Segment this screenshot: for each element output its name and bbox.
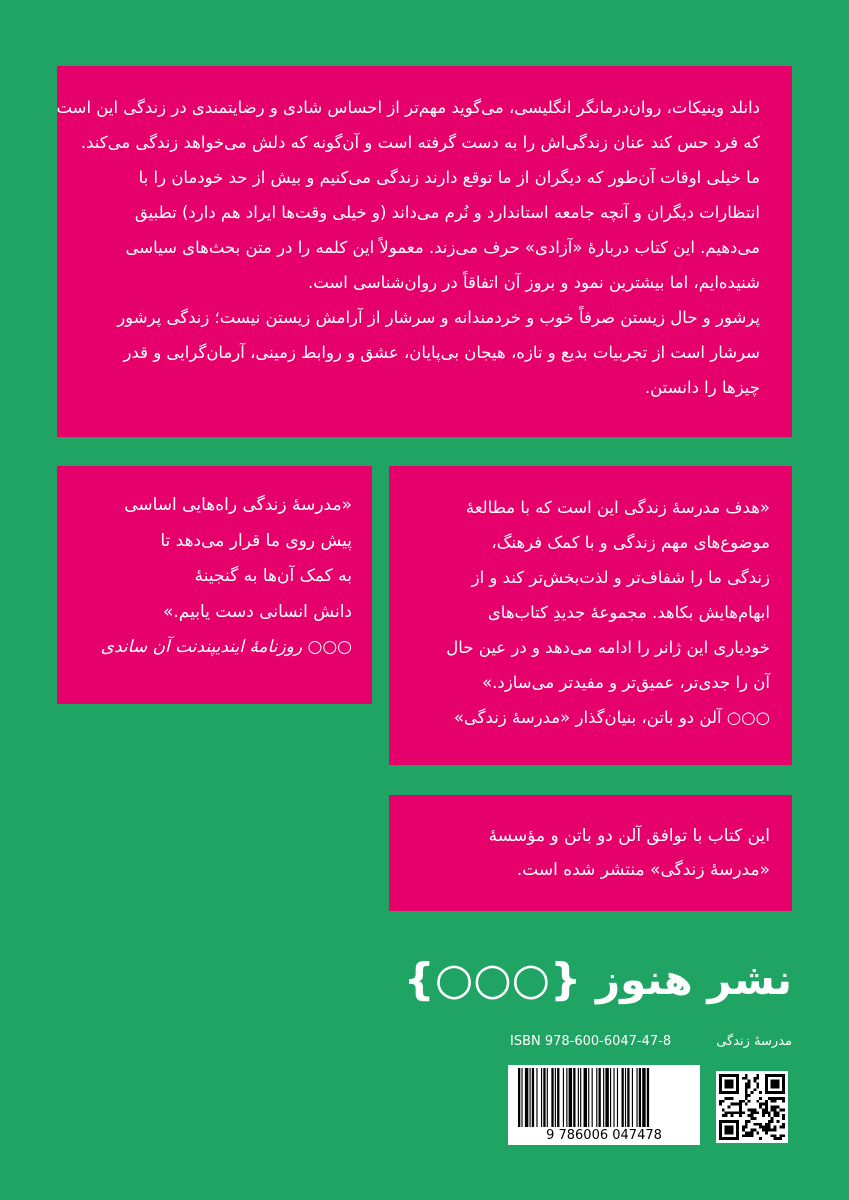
qr-module [762,1108,765,1111]
qr-module [771,1120,774,1123]
qr-module [776,1137,779,1140]
barcode-bar [525,1068,528,1127]
qr-module [759,1123,762,1126]
qr-module [753,1111,756,1114]
qr-module [730,1097,733,1100]
barcode-bar [622,1068,624,1127]
qr-module [748,1080,751,1083]
barcode-bar [563,1068,564,1127]
qr-module [739,1111,742,1114]
barcode-bar [578,1068,579,1127]
qr-module [733,1103,736,1106]
qr-module [762,1114,765,1117]
qr-module [753,1123,756,1126]
qr-module [742,1100,745,1103]
qr-module [771,1106,774,1109]
qr-module [771,1108,774,1111]
qr-module [751,1091,754,1094]
qr-module [728,1097,731,1100]
qr-module [722,1100,725,1103]
qr-module [759,1137,762,1140]
qr-module [779,1108,782,1111]
qr-module [774,1114,777,1117]
qr-module [759,1103,762,1106]
qr-module [739,1114,742,1117]
qr-module [753,1088,756,1091]
quote-attribution: ○○○ روزنامهٔ ایندیپندنت آن ساندی [100,637,352,657]
barcode-bar [541,1068,542,1127]
intro-line: دانلد وینیکات، روان‌درمانگر انگلیسی، می‌گوید مهم‌تر از احساس شادی و رضایتمندی در زندگی این است [56,98,760,117]
qr-module [742,1129,745,1132]
qr-module [725,1097,728,1100]
qr-module [762,1103,765,1106]
barcode-bar [555,1068,556,1127]
qr-module [771,1100,774,1103]
barcode-bar [566,1068,567,1127]
barcode-bar [584,1068,587,1127]
intro-line: می‌دهیم. این کتاب دربارهٔ «آزادی» حرف می‌زند. معمولاً این کلمه را در متن بحث‌های سیاسی [125,238,760,257]
barcode-bar [532,1068,534,1127]
barcode-bar [647,1068,649,1127]
qr-code-icon [716,1071,788,1143]
qr-module [774,1108,777,1111]
qr-module [728,1111,731,1114]
qr-module [774,1129,777,1132]
qr-module [751,1117,754,1120]
quote-line: دانش انسانی دست یابیم.» [162,601,352,622]
qr-module [774,1097,777,1100]
qr-module [745,1123,748,1126]
qr-module [768,1123,771,1126]
qr-module [782,1097,785,1100]
intro-line: پرشور و حال زیستن صرفاً خوب و خردمندانه و سرشار از آرامش زیستن نیست؛ زندگی پرشور [117,308,760,327]
qr-module [756,1100,759,1103]
barcode-bar [610,1068,611,1127]
qr-module [756,1077,759,1080]
qr-module [774,1106,777,1109]
qr-module [765,1108,768,1111]
qr-module [745,1097,748,1100]
qr-module [782,1108,785,1111]
qr-module [728,1106,731,1109]
qr-module [748,1108,751,1111]
qr-module [759,1106,762,1109]
qr-module [765,1123,768,1126]
qr-module [765,1111,768,1114]
qr-module [756,1111,759,1114]
qr-module [771,1134,774,1137]
qr-module [745,1091,748,1094]
barcode-bar [557,1068,559,1127]
qr-module [765,1131,768,1134]
isbn-label: ISBN 978-600-6047-47-8 [510,1034,672,1049]
qr-module [748,1085,751,1088]
qr-module [736,1103,739,1106]
barcode-bar [536,1068,537,1127]
qr-module [774,1134,777,1137]
qr-module [779,1126,782,1129]
qr-module [765,1106,768,1109]
qr-module [756,1074,759,1077]
quote-line: پیش روی ما قرار می‌دهد تا [160,530,352,551]
qr-module [745,1077,748,1080]
qr-module [771,1117,774,1120]
intro-line: ما خیلی اوقات آن‌طور که دیگران از ما توقع دارند زندگی می‌کنیم و بیش از حد خودمان را با [138,168,760,187]
qr-module [776,1114,779,1117]
qr-module [753,1077,756,1080]
qr-module [759,1091,762,1094]
qr-module [753,1080,756,1083]
barcode-bar [596,1068,597,1127]
quote-line: موضوع‌های مهم زندگی و با کمک فرهنگ، [491,533,770,552]
qr-module [765,1129,768,1132]
quote-line: به کمک آن‌ها به گنجینهٔ [194,566,352,586]
qr-module [756,1123,759,1126]
barcode-bar [625,1068,626,1127]
qr-module [751,1111,754,1114]
qr-module [745,1094,748,1097]
qr-module [745,1103,748,1106]
qr-module [722,1114,725,1117]
qr-module [739,1106,742,1109]
qr-module [748,1134,751,1137]
qr-module [739,1100,742,1103]
qr-module [730,1111,733,1114]
qr-module [762,1126,765,1129]
barcode [508,1065,700,1145]
qr-module [725,1114,728,1117]
qr-module [768,1114,771,1117]
qr-module [771,1080,780,1089]
qr-module [776,1106,779,1109]
qr-module [782,1123,785,1126]
qr-module [753,1108,756,1111]
qr-module [776,1097,779,1100]
barcode-bars [508,1065,700,1127]
qr-module [745,1088,748,1091]
quote-attribution: ○○○ آلن دو باتن، بنیان‌گذار «مدرسهٔ زندگی» [453,708,770,727]
qr-module [782,1117,785,1120]
publisher-name: نشر هنوز [595,955,792,1004]
qr-module [771,1097,774,1100]
intro-line: شنیده‌ایم، اما بیشترین نمود و بروز آن اتفاقاً در روان‌شناسی است. [308,273,760,292]
qr-module [748,1120,751,1123]
barcode-bar [588,1068,589,1127]
qr-module [745,1126,748,1129]
qr-module [776,1120,779,1123]
qr-module [779,1134,782,1137]
barcode-bar [627,1068,629,1127]
qr-module [779,1137,782,1140]
qr-module [768,1111,771,1114]
qr-module [782,1114,785,1117]
qr-module [765,1100,768,1103]
qr-module [722,1108,725,1111]
quote-line: زندگی ما را شفاف‌تر و لذت‌بخش‌تر کند و از [471,568,770,587]
qr-module [762,1111,765,1114]
qr-module [774,1126,777,1129]
qr-module [730,1114,733,1117]
barcode-bar [521,1068,522,1127]
qr-module [782,1134,785,1137]
barcode-bar [580,1068,581,1127]
qr-module [730,1103,733,1106]
barcode-bar [592,1068,593,1127]
qr-module [745,1083,748,1086]
barcode-bar [543,1068,545,1127]
barcode-bar [605,1068,608,1127]
qr-module [742,1077,745,1080]
qr-module [765,1103,768,1106]
qr-module [745,1085,748,1088]
qr-module [748,1094,751,1097]
qr-module [756,1083,759,1086]
publisher-logo [404,950,793,1010]
qr-module [768,1129,771,1132]
qr-module [739,1108,742,1111]
qr-module [762,1129,765,1132]
qr-module [768,1097,771,1100]
qr-module [725,1080,734,1089]
barcode-bar [569,1068,572,1127]
barcode-bar [551,1068,553,1127]
qr-module [776,1111,779,1114]
qr-module [719,1100,722,1103]
quote-line: «هدف مدرسهٔ زندگی این است که با مطالعهٔ [465,498,770,517]
intro-line: چیزها را دانستن. [644,378,760,397]
qr-module [774,1100,777,1103]
qr-module [748,1114,751,1117]
barcode-bar [530,1068,531,1127]
qr-module [756,1085,759,1088]
qr-module [751,1134,754,1137]
qr-module [751,1129,754,1132]
barcode-bar [642,1068,645,1127]
series-name: مدرسهٔ زندگی [716,1034,792,1049]
qr-module [745,1120,748,1123]
qr-module [753,1129,756,1132]
quote-line: ابهام‌هایش بکاهد. مجموعهٔ جدیدِ کتاب‌های [487,603,770,622]
qr-module [742,1126,745,1129]
barcode-bar [613,1068,614,1127]
qr-module [779,1097,782,1100]
qr-module [725,1126,734,1135]
quote-line: آن را جدی‌تر، عمیق‌تر و مفیدتر می‌سازد.» [482,673,770,692]
qr-module [774,1137,777,1140]
barcode-bar [636,1068,637,1127]
qr-module [751,1131,754,1134]
qr-module [725,1111,728,1114]
qr-module [739,1103,742,1106]
barcode-bar [599,1068,601,1127]
intro-text-panel [57,66,792,437]
intro-line: انتظارات دیگران و آنچه جامعه استاندارد و نُرم می‌داند (و خیلی وقت‌ها ایراد هم دارد) تطبیق [134,203,760,222]
qr-module [768,1126,771,1129]
qr-module [719,1103,722,1106]
de-botton-quote-panel [389,466,792,765]
qr-module [751,1114,754,1117]
qr-module [745,1074,748,1077]
qr-module [756,1131,759,1134]
publication-agreement-panel [389,795,792,911]
qr-module [751,1108,754,1111]
qr-module [742,1111,745,1114]
barcode-bar [632,1068,633,1127]
independent-quote-panel [57,466,372,704]
qr-module [774,1111,777,1114]
agreement-line: «مدرسهٔ زندگی» منتشر شده است. [516,860,770,880]
qr-module [759,1097,762,1100]
barcode-bar [617,1068,618,1127]
qr-module [748,1083,751,1086]
qr-module [771,1129,774,1132]
agreement-line: این کتاب با توافق آلن دو باتن و مؤسسهٔ [488,826,770,846]
qr-module [748,1131,751,1134]
quote-line: «مدرسهٔ زندگی راه‌هایی اساسی [124,495,352,515]
qr-module [745,1134,748,1137]
qr-module [736,1111,739,1114]
barcode-bar [518,1068,520,1127]
quote-line: خودیاری این ژانر را ادامه می‌دهد و در عین حال [446,638,770,657]
barcode-bar [573,1068,575,1127]
qr-module [748,1100,751,1103]
qr-module [745,1131,748,1134]
intro-line: که فرد حس کند عنان زندگی‌اش را به دست گرفته است و آن‌گونه که دلش می‌خواهد زندگی می‌کند. [80,133,760,152]
qr-module [765,1126,768,1129]
publisher-mark: {○○○} [403,954,582,1005]
barcode-bar [603,1068,604,1127]
qr-module [759,1126,762,1129]
barcode-bar [547,1068,548,1127]
barcode-bar [639,1068,641,1127]
qr-module [782,1126,785,1129]
qr-module [768,1120,771,1123]
qr-module [753,1117,756,1120]
qr-module [782,1100,785,1103]
barcode-number: 9 786006 047478 [546,1128,662,1143]
qr-module [742,1134,745,1137]
intro-line: سرشار است از تجربیات بدیع و تازه، هیجان بی‌پایان، عشق و روابط زمینی، آرمان‌گرایی و قدر [123,343,760,362]
isbn-row [510,1033,792,1051]
qr-module [733,1111,736,1114]
